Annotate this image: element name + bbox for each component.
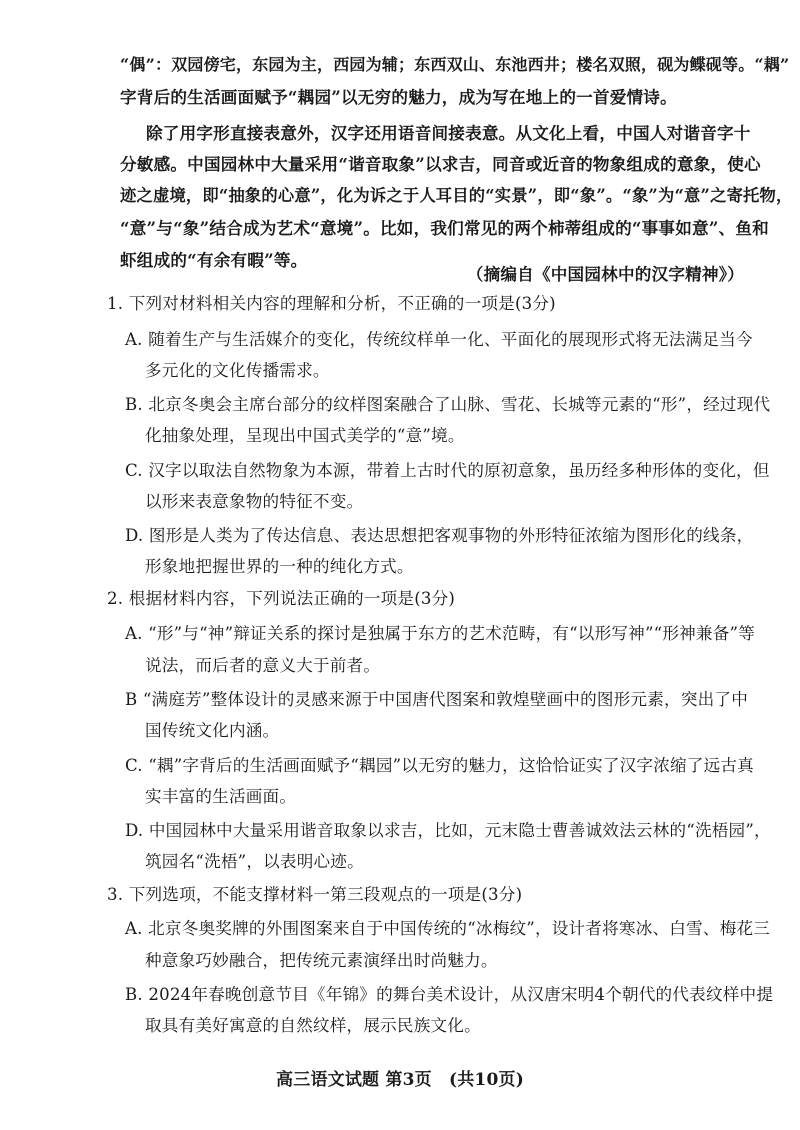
- question-1-option-d-cont: 形象地把握世界的一种的纯化方式。: [145, 557, 414, 576]
- passage-line: 分敏感。中国园林中大量采用“谐音取象”以求吉，同音或近音的物象组成的意象，使心: [120, 154, 761, 174]
- question-1-option-d: D. 图形是人类为了传达信息、表达思想把客观事物的外形特征浓缩为图形化的线条，: [125, 526, 754, 545]
- question-2-option-b: B “满庭芳”整体设计的灵感来源于中国唐代图案和敦煌壁画中的图形元素，突出了中: [125, 690, 749, 709]
- question-1-stem: 1. 下列对材料相关内容的理解和分析，不正确的一项是(3分): [107, 294, 556, 313]
- question-2-stem: 2. 根据材料内容，下列说法正确的一项是(3分): [107, 589, 456, 608]
- passage-line: 字背后的生活画面赋予“耦园”以无穷的魅力，成为写在地上的一首爱情诗。: [120, 87, 677, 107]
- passage-line: 迹之虚境，即“抽象的心意”，化为诉之于人耳目的“实景”，即“象”。“象”为“意”之寄托物，: [120, 186, 793, 205]
- question-3-option-a: A. 北京冬奥奖牌的外围图案来自于中国传统的“冰梅纹”，设计者将寒冰、白雪、梅花三: [125, 919, 771, 938]
- page-footer: 高三语文试题 第3页 (共10页): [276, 1070, 524, 1090]
- question-1-option-c: C. 汉字以取法自然物象为本源，带着上古时代的原初意象，虽历经多种形体的变化，但: [125, 461, 770, 480]
- question-1-option-b-cont: 化抽象处理，呈现出中国式美学的“意”境。: [145, 426, 465, 445]
- question-2-option-d: D. 中国园林中大量采用谐音取象以求吉，比如，元末隐士曹善诚效法云林的“洗梧园”，: [125, 821, 771, 840]
- question-2-option-a-cont: 说法，而后者的意义大于前者。: [145, 656, 381, 675]
- question-1-option-c-cont: 以形来表意象物的特征不变。: [145, 492, 364, 511]
- question-2-option-c-cont: 实丰富的生活画面。: [145, 787, 297, 806]
- question-1-option-a: A. 随着生产与生活媒介的变化，传统纹样单一化、平面化的展现形式将无法满足当今: [125, 330, 753, 349]
- question-2-option-c: C. “耦”字背后的生活画面赋予“耦园”以无穷的魅力，这恰恰证实了汉字浓缩了远古真: [125, 756, 754, 775]
- passage-line: “偶”：双园傍宅，东园为主，西园为辅；东西双山、东池西井；楼名双照，砚为鲽砚等。“耦”: [120, 55, 790, 74]
- passage-line: 除了用字形直接表意外，汉字还用语音间接表意。从文化上看，中国人对谐音字十: [146, 123, 751, 143]
- question-3-option-a-cont: 种意象巧妙融合，把传统元素演绎出时尚魅力。: [145, 951, 498, 970]
- question-2-option-d-cont: 筑园名“洗梧”，以表明心迹。: [145, 852, 364, 871]
- question-1-option-a-cont: 多元化的文化传播需求。: [145, 361, 330, 380]
- question-2-option-a: A. “形”与“神”辩证关系的探讨是独属于东方的艺术范畴，有“以形写神”“形神兼备”等: [125, 624, 755, 643]
- question-3-option-b: B. 2024年春晚创意节目《年锦》的舞台美术设计，从汉唐宋明4个朝代的代表纹样中提: [125, 985, 774, 1004]
- question-1-option-b: B. 北京冬奥会主席台部分的纹样图案融合了山脉、雪花、长城等元素的“形”，经过现代: [125, 395, 771, 414]
- passage-line: 虾组成的“有余有暇”等。: [120, 250, 308, 270]
- passage-source: （摘编自《中国园林中的汉字精神》）: [466, 264, 744, 284]
- passage-line: “意”与“象”结合成为艺术“意境”。比如，我们常见的两个柿蒂组成的“事事如意”、鱼和: [120, 218, 769, 238]
- question-3-option-b-cont: 取具有美好寓意的自然纹样，展示民族文化。: [145, 1016, 481, 1035]
- question-3-stem: 3. 下列选项，不能支撑材料一第三段观点的一项是(3分): [107, 885, 523, 904]
- question-2-option-b-cont: 国传统文化内涵。: [145, 721, 280, 740]
